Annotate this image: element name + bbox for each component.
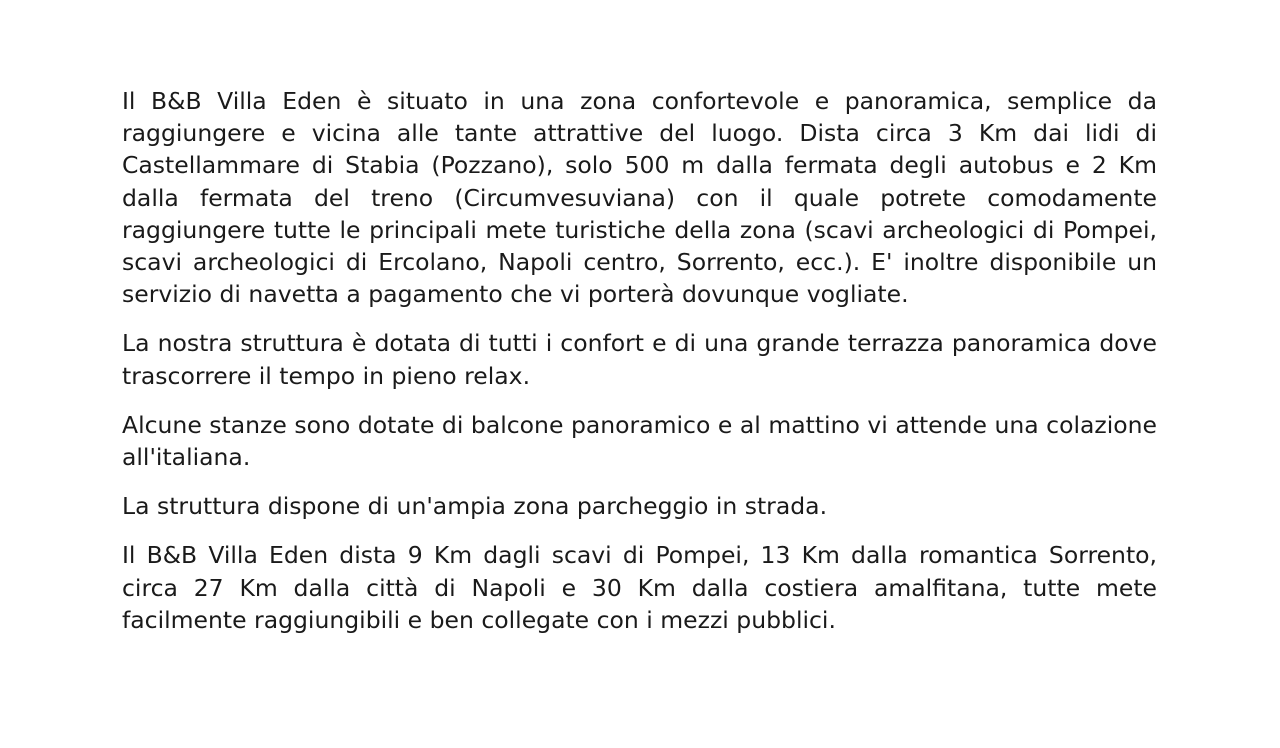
description-text-block — [122, 85, 1157, 653]
paragraph-comfort: La nostra struttura è dotata di tutti i confort e di una grande terrazza panoramica dove trascorrere il tempo in pieno relax. — [122, 329, 1157, 390]
paragraph-distances: Il B&B Villa Eden dista 9 Km dagli scavi di Pompei, 13 Km dalla romantica Sorrento, circa 27 Km dalla città di Napoli e 30 Km dalla costiera amalfitana, tutte mete facilmente raggiungibili e ben collegate con i mezzi pubblici. — [122, 541, 1157, 634]
paragraph-parking: La struttura dispone di un'ampia zona parcheggio in strada. — [122, 492, 828, 521]
paragraph-rooms: Alcune stanze sono dotate di balcone panoramico e al mattino vi attende una colazione all'italiana. — [122, 410, 1157, 472]
paragraph-location: Il B&B Villa Eden è situato in una zona confortevole e panoramica, semplice da raggiungere e vicina alle tante attrattive del luogo. Dista circa 3 Km dai lidi di Castellammare di Stabia (Pozzano), solo 500 m dalla fermata degli autobus e 2 Km dalla fermata del treno (Circumvesuviana) con il quale potrete comodamente raggiungere tutte le principali mete turistiche della zona (scavi archeologici di Pompei, scavi archeologici di Ercolano, Napoli centro, Sorrento, ecc.). E' inoltre disponibile un servizio di navetta a pagamento che vi porterà dovunque vogliate. — [122, 87, 1157, 309]
